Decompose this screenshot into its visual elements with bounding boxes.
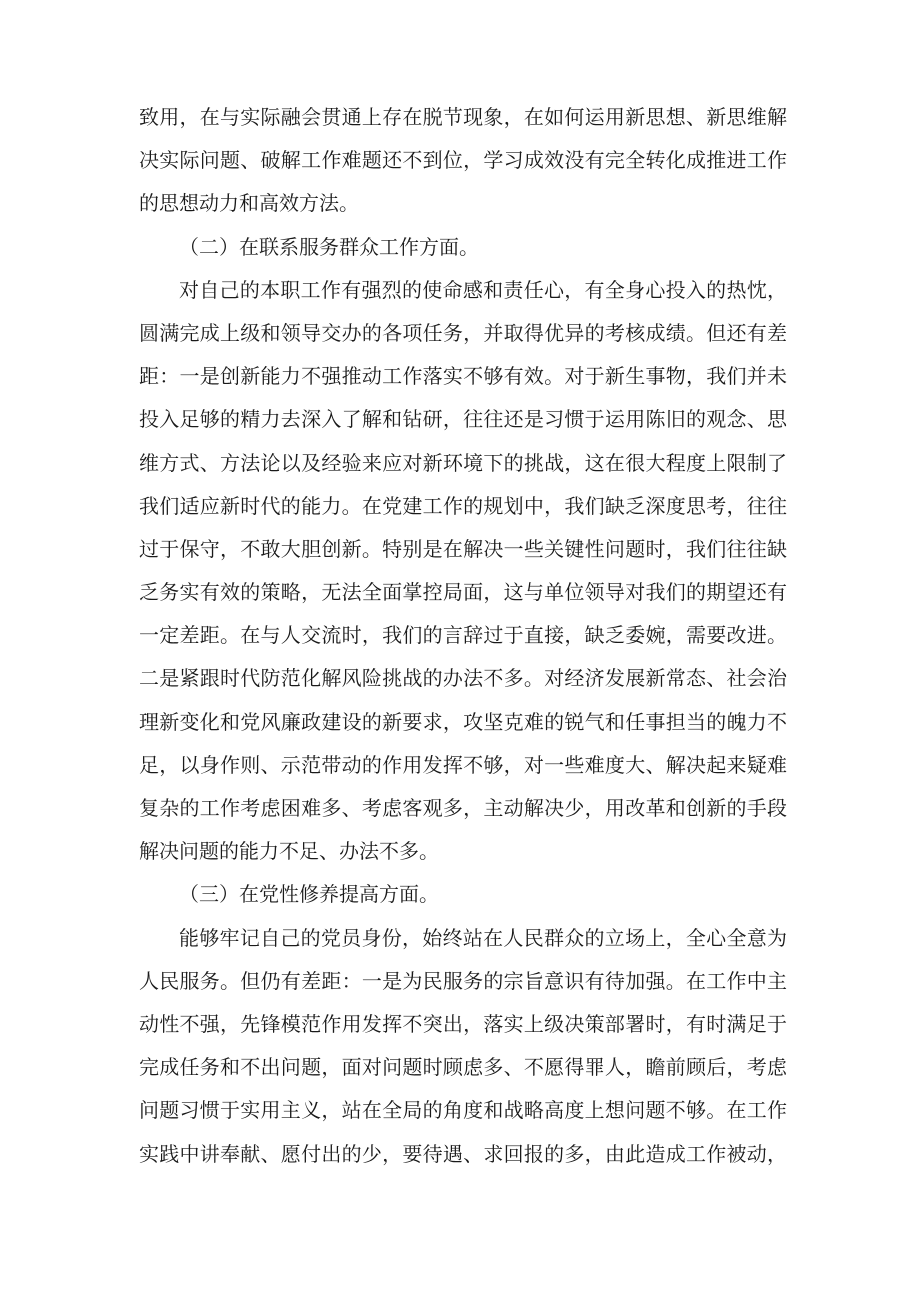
text-line: 致用，在与实际融会贯通上存在脱节现象，在如何运用新思想、新思维解: [139, 105, 787, 129]
section-heading-2: （二）在联系服务群众工作方面。: [179, 234, 479, 259]
paragraph-party-spirit: [139, 917, 787, 1176]
text-line: 动性不强，先锋模范作用发挥不突出，落实上级决策部署时，有时满足于: [139, 1011, 787, 1036]
text-line: 我们适应新时代的能力。在党建工作的规划中，我们缺乏深度思考，往往: [139, 493, 787, 518]
paragraph-mass-work: [139, 269, 787, 874]
text-line: 对自己的本职工作有强烈的使命感和责任心，有全身心投入的热忱，: [179, 277, 787, 302]
text-line: 圆满完成上级和领导交办的各项任务，并取得优异的考核成绩。但还有差: [139, 320, 787, 345]
text-line: 能够牢记自己的党员身份，始终站在人民群众的立场上，全心全意为: [179, 925, 787, 950]
text-line: 足，以身作则、示范带动的作用发挥不够，对一些难度大、解决起来疑难: [139, 752, 787, 777]
document-body: [139, 96, 787, 1176]
text-line: 乏务实有效的策略，无法全面掌控局面，这与单位领导对我们的期望还有: [139, 580, 787, 605]
text-line: 维方式、方法论以及经验来应对新环境下的挑战，这在很大程度上限制了: [139, 450, 787, 475]
text-line: 理新变化和党风廉政建设的新要求，攻坚克难的锐气和任事担当的魄力不: [139, 709, 787, 734]
text-line: 解决问题的能力不足、办法不多。: [139, 839, 439, 864]
text-line: 二是紧跟时代防范化解风险挑战的办法不多。对经济发展新常态、社会治: [139, 666, 787, 691]
text-line: 问题习惯于实用主义，站在全局的角度和战略高度上想问题不够。在工作: [139, 1098, 787, 1123]
paragraph-continued: [139, 96, 787, 226]
section-heading-3: （三）在党性修养提高方面。: [179, 882, 439, 907]
text-line: 复杂的工作考虑困难多、考虑客观多，主动解决少，用改革和创新的手段: [139, 796, 787, 820]
text-line: 决实际问题、破解工作难题还不到位，学习成效没有完全转化成推进工作: [139, 148, 787, 173]
text-line: 过于保守，不敢大胆创新。特别是在解决一些关键性问题时，我们往往缺: [139, 536, 787, 561]
text-line: 人民服务。但仍有差距：一是为民服务的宗旨意识有待加强。在工作中主: [139, 968, 787, 993]
text-line: 的思想动力和高效方法。: [139, 191, 359, 216]
text-line: 实践中讲奉献、愿付出的少，要待遇、求回报的多，由此造成工作被动，: [139, 1141, 787, 1166]
text-line: 投入足够的精力去深入了解和钻研，往往还是习惯于运用陈旧的观念、思: [139, 407, 787, 432]
text-line: 一定差距。在与人交流时，我们的言辞过于直接，缺乏委婉，需要改进。: [139, 623, 787, 648]
text-line: 距：一是创新能力不强推动工作落实不够有效。对于新生事物，我们并未: [139, 364, 787, 389]
text-line: 完成任务和不出问题，面对问题时顾虑多、不愿得罪人，瞻前顾后，考虑: [139, 1055, 787, 1080]
